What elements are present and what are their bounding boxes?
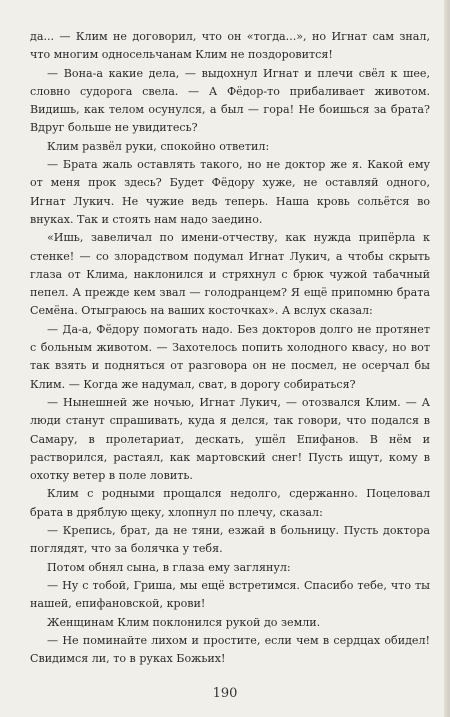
paragraph: Потом обнял сына, в глаза ему заглянул: bbox=[47, 560, 291, 574]
paragraph: «Ишь, завеличал по имени-отчеству, как нужда припёрла к стенке! — со злорадством подумал Игнат Лукич, а чтобы скрыть глаза от Клима, наклонился и стряхнул с брюк чужой табачный пепел. А прежде кем звал — голодранцем? Я ещё припомню брата Семёна. Отыграюсь на ваших косточках». А вслух сказал: bbox=[30, 231, 430, 318]
paragraph: Клим развёл руки, спокойно ответил: bbox=[47, 139, 270, 153]
page-number: 190 bbox=[212, 686, 238, 701]
paragraph: — Крепись, брат, да не тяни, езжай в больницу. Пусть доктора поглядят, что за болячка у тебя. bbox=[30, 524, 430, 556]
paragraph: — Да-а, Фёдору помогать надо. Без докторов долго не протянет с больным животом. — Захотелось попить холодного квасу, но вот так взять и подняться от разговора он не посмел, не осерчал бы Клим. — Когда же надумал, сват, в дорогу собираться? bbox=[30, 322, 430, 391]
paragraph: Женщинам Клим поклонился рукой до земли. bbox=[47, 615, 321, 629]
paragraph: — Не поминайте лихом и простите, если чем в сердцах обидел! Свидимся ли, то в руках Божьих! bbox=[30, 633, 430, 666]
paragraph: Клим с родными прощался недолго, сдержанно. Поцеловал брата в дряблую щеку, хлопнул по плечу, сказал: bbox=[30, 487, 430, 519]
paragraph: — Нынешней же ночью, Игнат Лукич, — отозвался Клим. — А люди станут спрашивать, куда я делся, так говори, что подался в Самару, в пролетариат, дескать, ушёл Епифанов. В нём и растворился, растаял, как мартовский снег! Пусть ищут, кому в охотку ветер в поле ловить. bbox=[30, 395, 430, 483]
paragraph: да... — Клим не договорил, что он «тогда...», но Игнат сам знал, что многим односельчанам Клим не поздоровится! bbox=[30, 30, 430, 62]
page-edge bbox=[444, 0, 450, 717]
paragraph: — Вона-а какие дела, — выдохнул Игнат и плечи свёл к шее, словно судорога свела. — А Фёдор-то прибаливает животом. Видишь, как телом осунулся, а был — гора! Не боишься за брата? Вдруг больше не увидитесь? bbox=[30, 66, 430, 135]
paragraph: — Брата жаль оставлять такого, но не доктор же я. Какой ему от меня прок здесь? Будет Фёдору хуже, не оставляй одного, Игнат Лукич. Не чужие ведь теперь. Наша кровь сольётся во внуках. Так и стоять нам надо заедино. bbox=[30, 158, 430, 226]
body-text bbox=[30, 28, 430, 668]
paragraph: — Ну с тобой, Гриша, мы ещё встретимся. Спасибо тебе, что ты нашей, епифановской, крови! bbox=[30, 578, 430, 611]
